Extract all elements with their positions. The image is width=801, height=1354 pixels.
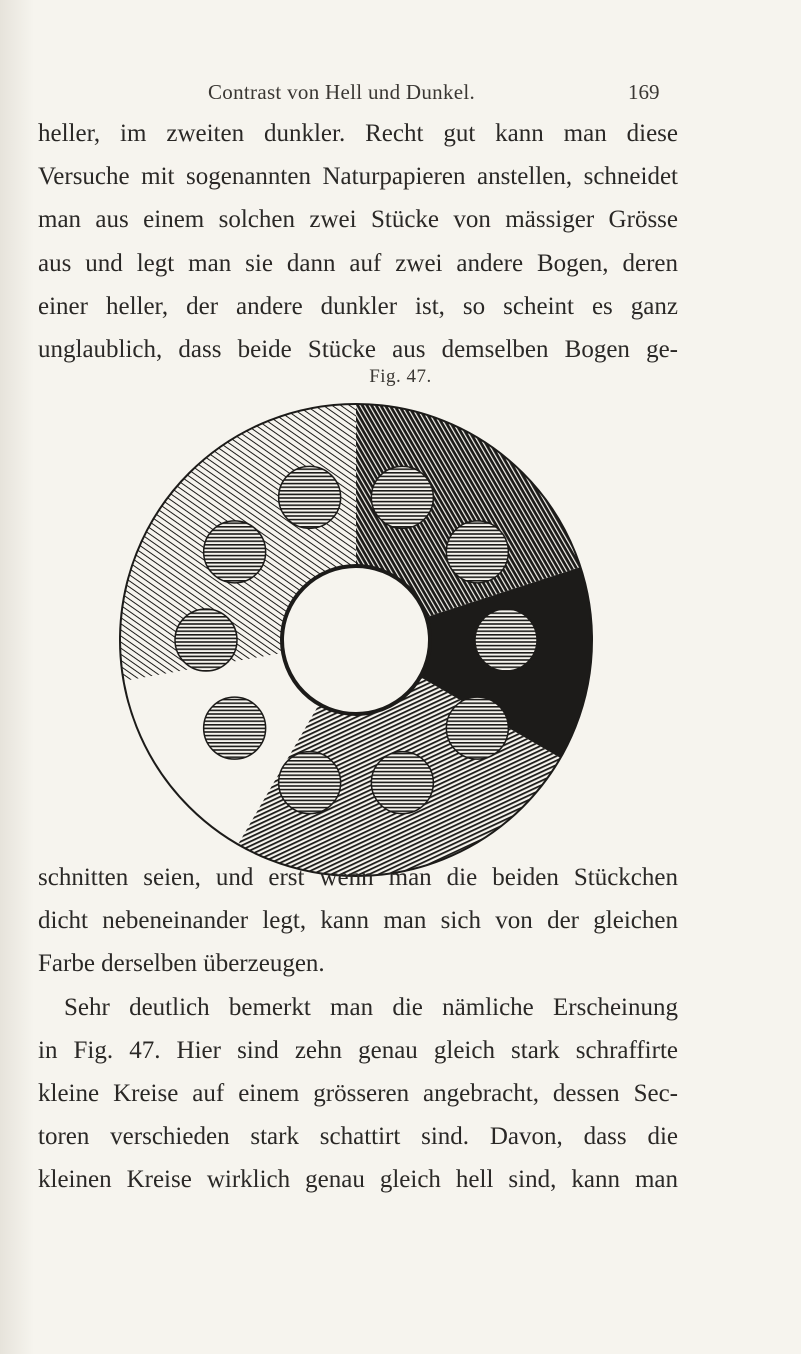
page-edge-shadow	[0, 0, 34, 1354]
small-hatched-circle	[279, 752, 341, 814]
paragraph-top	[38, 112, 678, 371]
small-hatched-circle	[371, 466, 433, 528]
text-line: unglaublich, dass beide Stücke aus demselben Bogen ge-	[38, 336, 678, 364]
paragraph-bottom	[38, 856, 678, 1202]
disc-illustration	[116, 400, 596, 880]
small-hatched-circle	[446, 697, 508, 759]
text-line: toren verschieden stark schattirt sind. Davon, dass die	[38, 1123, 678, 1151]
text-line: Versuche mit sogenannten Naturpapieren anstellen, schneidet	[38, 163, 678, 191]
small-hatched-circle	[175, 609, 237, 671]
text-line: in Fig. 47. Hier sind zehn genau gleich stark schraffirte	[38, 1036, 678, 1064]
small-hatched-circle	[475, 609, 537, 671]
text-line: heller, im zweiten dunkler. Recht gut kann man diese	[38, 120, 678, 147]
text-line: schnitten seien, und erst wenn man die beiden Stückchen	[38, 864, 678, 891]
text-line: Sehr deutlich bemerkt man die nämliche Erscheinung	[64, 993, 678, 1021]
small-hatched-circle	[204, 697, 266, 759]
text-line: Farbe derselben überzeugen.	[38, 950, 325, 978]
page-number: 169	[628, 80, 660, 104]
figure-caption: Fig. 47.	[369, 366, 432, 387]
running-title: Contrast von Hell und Dunkel.	[208, 80, 476, 104]
small-hatched-circle	[204, 521, 266, 583]
text-line: aus und legt man sie dann auf zwei andere Bogen, deren	[38, 249, 678, 277]
text-line: kleine Kreise auf einem grösseren angebracht, dessen Sec-	[38, 1080, 678, 1108]
text-line: dicht nebeneinander legt, kann man sich von der gleichen	[38, 907, 678, 935]
small-hatched-circle	[446, 521, 508, 583]
small-hatched-circle	[371, 752, 433, 814]
running-head	[0, 80, 801, 114]
small-hatched-circle	[279, 466, 341, 528]
center-hole	[282, 566, 430, 714]
text-line: einer heller, der andere dunkler ist, so scheint es ganz	[38, 292, 678, 320]
text-line: kleinen Kreise wirklich genau gleich hell sind, kann man	[38, 1166, 678, 1194]
hatched-disc-figure	[116, 400, 596, 880]
text-line: man aus einem solchen zwei Stücke von mässiger Grösse	[38, 206, 678, 234]
